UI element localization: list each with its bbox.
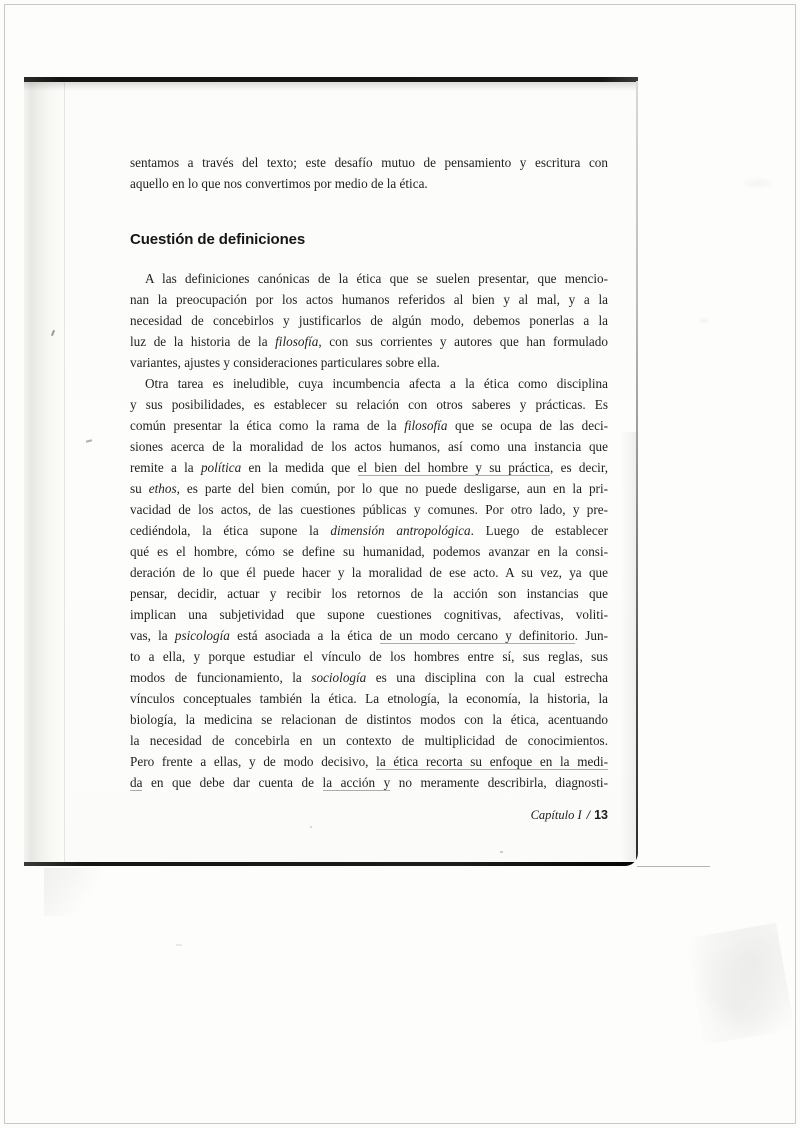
- text-line: [130, 562, 608, 583]
- scan-speck: [176, 944, 182, 946]
- text-line: [130, 352, 608, 373]
- text-segment: to a ella, y porque estudiar el vínculo de los hombres entre sí, sus reglas, sus: [130, 649, 608, 664]
- text-line: [130, 415, 608, 436]
- text-segment: variantes, ajustes y consideraciones particulares sobre ella.: [130, 355, 440, 370]
- text-segment: A las definiciones canónicas de la ética que se suelen presentar, que mencio-: [145, 271, 608, 286]
- page-top-edge-fade: [24, 82, 638, 91]
- text-line: [130, 583, 608, 604]
- text-segment: . Luego de establecer: [470, 523, 608, 538]
- page-left-curl-shadow: [24, 82, 65, 863]
- text-segment: la acción y: [322, 775, 391, 790]
- text-line: [130, 541, 608, 562]
- text-segment: necesidad de concebirlos y justificarlos de algún modo, debemos ponerlas a la: [130, 313, 608, 328]
- text-segment: política: [200, 460, 242, 475]
- text-line: [130, 499, 608, 520]
- text-line: [130, 289, 608, 310]
- text-segment: su: [130, 481, 149, 496]
- text-segment: en la medida que: [241, 460, 358, 475]
- text-line: [130, 436, 608, 457]
- text-segment: no meramente describirla, diagnosti-: [390, 775, 608, 790]
- footer-separator: /: [586, 808, 591, 822]
- text-segment: en que debe dar cuenta de: [142, 775, 323, 790]
- text-line: [130, 310, 608, 331]
- text-segment: deración de lo que él puede hacer y la moralidad de ese acto. A su vez, ya que: [130, 565, 608, 580]
- text-line: [130, 478, 608, 499]
- text-segment: aquello en lo que nos convertimos por medio de la ética.: [130, 176, 428, 191]
- text-column: [130, 152, 608, 824]
- text-segment: biología, la medicina se relacionan de distintos modos con la ética, acentuando: [130, 712, 608, 727]
- text-segment: pensar, decidir, actuar y recibir los retornos de la acción son instancias que: [130, 586, 608, 601]
- text-segment: de un modo cercano y definitorio: [379, 628, 575, 643]
- text-line: [130, 709, 608, 730]
- text-line: [130, 373, 608, 394]
- text-segment: es una disciplina con la cual estrecha: [366, 670, 608, 685]
- scan-speck: [500, 851, 503, 853]
- text-segment: nan la preocupación por los actos humanos referidos al bien y al mal, y a la: [130, 292, 608, 307]
- chapter-label: Capítulo I: [530, 808, 582, 822]
- text-segment: vacidad de los actos, de las cuestiones públicas y comunes. Por otro lado, y pre-: [130, 502, 608, 517]
- text-line: [130, 667, 608, 688]
- text-segment: , es parte del bien común, por lo que no puede desligarse, aun en la pri-: [176, 481, 608, 496]
- text-segment: implican una subjetividad que supone cuestiones cognitivas, afectivas, voliti-: [130, 607, 608, 622]
- under-page-shadow: [44, 868, 118, 916]
- text-line: [130, 152, 608, 173]
- text-segment: filosofía: [404, 418, 448, 433]
- text-segment: el bien del hombre y su práctica: [357, 460, 550, 475]
- text-segment: sociología: [311, 670, 367, 685]
- text-segment: qué es el hombre, cómo se define su humanidad, podemos avanzar en la consi-: [130, 544, 608, 559]
- text-line: [130, 331, 608, 352]
- text-line: [130, 173, 608, 194]
- text-segment: la ética recorta su enfoque en la medi-: [376, 754, 609, 769]
- text-line: [130, 394, 608, 415]
- scanned-page: [24, 77, 638, 866]
- text-segment: dimensión antropológica: [330, 523, 471, 538]
- text-segment: vas, la: [130, 628, 175, 643]
- text-line: [130, 625, 608, 646]
- text-segment: sentamos a través del texto; este desafío mutuo de pensamiento y escritura con: [130, 155, 608, 170]
- paragraph-relations: [130, 373, 608, 793]
- paragraph-definitions: [130, 268, 608, 373]
- text-segment: da: [130, 775, 143, 790]
- text-line: [130, 646, 608, 667]
- text-segment: luz de la historia de la: [130, 334, 276, 349]
- paragraph-continuation: [130, 152, 608, 194]
- text-segment: Otra tarea es ineludible, cuya incumbencia afecta a la ética como disciplina: [145, 376, 608, 391]
- text-segment: vínculos conceptuales también la ética. La etnología, la economía, la historia, la: [130, 691, 608, 706]
- page-right-edge: [636, 81, 638, 866]
- text-segment: . Jun-: [574, 628, 608, 643]
- text-segment: Pero frente a ellas, y de modo decisivo,: [130, 754, 377, 769]
- text-line: [130, 688, 608, 709]
- text-segment: siones acerca de la moralidad de los actos humanos, así como una instancia que: [130, 439, 608, 454]
- text-segment: filosofía: [275, 334, 319, 349]
- text-line: [130, 730, 608, 751]
- scan-smudge: [740, 176, 776, 190]
- text-line: [130, 604, 608, 625]
- text-line: [130, 751, 608, 772]
- text-line: [130, 772, 608, 793]
- text-segment: común presentar la ética como la rama de la: [130, 418, 405, 433]
- text-segment: , es decir,: [550, 460, 608, 475]
- crumpled-paper-smudge: [685, 923, 794, 1045]
- section-heading: Cuestión de definiciones: [130, 231, 306, 248]
- text-segment: y sus posibilidades, es establecer su relación con otros saberes y prácticas. Es: [130, 397, 608, 412]
- page-bottom-edge-shadow: [24, 862, 638, 866]
- text-segment: que se ocupa de las deci-: [447, 418, 609, 433]
- text-segment: psicología: [174, 628, 230, 643]
- text-segment: cediéndola, la ética supone la: [130, 523, 331, 538]
- text-line: [130, 520, 608, 541]
- scan-speck: [310, 826, 312, 828]
- text-segment: está asociada a la ética: [229, 628, 380, 643]
- text-segment: la necesidad de concebirla en un contexto de multiplicidad de conocimientos.: [130, 733, 608, 748]
- page-footer: [130, 806, 608, 824]
- text-segment: modos de funcionamiento, la: [130, 670, 312, 685]
- page-edge-continuation-line: [637, 866, 710, 867]
- scan-smudge: [698, 318, 710, 324]
- page-right-inner-shadow: [620, 432, 636, 864]
- text-segment: , con sus corrientes y autores que han formulado: [318, 334, 608, 349]
- text-line: [130, 457, 608, 478]
- text-segment: remite a la: [130, 460, 201, 475]
- text-line: [130, 268, 608, 289]
- page-number: 13: [594, 808, 608, 822]
- text-segment: ethos: [148, 481, 177, 496]
